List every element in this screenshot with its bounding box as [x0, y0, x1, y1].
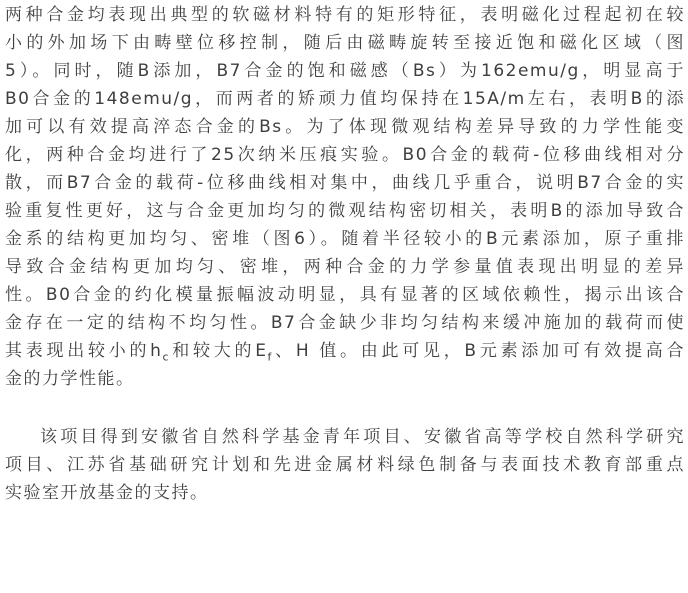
text-line: 散，而B7合金的载荷-位移曲线相对集中，曲线几乎重合，说明B7合金的实: [5, 173, 685, 193]
text-line: 项目、江苏省基础研究计划和先进金属材料绿色制备与表面技术教育部重点: [5, 455, 685, 475]
text-line: 金的力学性能。: [5, 369, 135, 389]
text-segment: 其表现出较小的h: [5, 341, 163, 361]
text-segment: 、H 值。由此可见，B元素添加可有效提高合: [272, 341, 685, 361]
text-segment: 和较大的E: [170, 341, 268, 361]
text-line: 该项目得到安徽省自然科学基金青年项目、安徽省高等学校自然科学研究: [40, 427, 685, 447]
text-line: 金存在一定的结构不均匀性。B7合金缺少非均匀结构来缓冲施加的载荷而使: [5, 313, 685, 333]
subscript-f: f: [267, 350, 273, 364]
text-line: 实验室开放基金的支持。: [5, 483, 209, 503]
paragraph-funding-acknowledgement: [0, 423, 688, 507]
text-line: 5）。同时，随B添加，B7合金的饱和磁感（Bs）为162emu/g，明显高于: [5, 61, 685, 81]
text-line: 加可以有效提高淬态合金的Bs。为了体现微观结构差异导致的力学性能变: [5, 117, 685, 137]
text-line: 导致合金结构更加均匀、密堆，两种合金的力学参量值表现出明显的差异: [5, 257, 685, 277]
text-line: 两种合金均表现出典型的软磁材料特有的矩形特征，表明磁化过程起初在较: [5, 5, 685, 25]
text-line: 小的外加场下由畴壁位移控制，随后由磁畴旋转至接近饱和磁化区域（图: [5, 33, 685, 53]
text-line: 验重复性更好，这与合金更加均匀的微观结构密切相关，表明B的添加导致合: [5, 201, 685, 221]
text-line-with-subscripts: [0, 337, 688, 365]
text-line: 化，两种合金均进行了25次纳米压痕实验。B0合金的载荷-位移曲线相对分: [5, 145, 685, 165]
text-line: B0合金的148emu/g，而两者的矫顽力值均保持在15A/m左右，表明B的添: [5, 89, 685, 109]
text-line: 金系的结构更加均匀、密堆（图6）。随着半径较小的B元素添加，原子重排: [5, 229, 685, 249]
paragraph-magnetic-mechanical-results: [0, 1, 688, 393]
subscript-c: c: [162, 350, 171, 364]
text-line: 性。B0合金的约化模量振幅波动明显，具有显著的区域依赖性，揭示出该合: [5, 285, 685, 305]
